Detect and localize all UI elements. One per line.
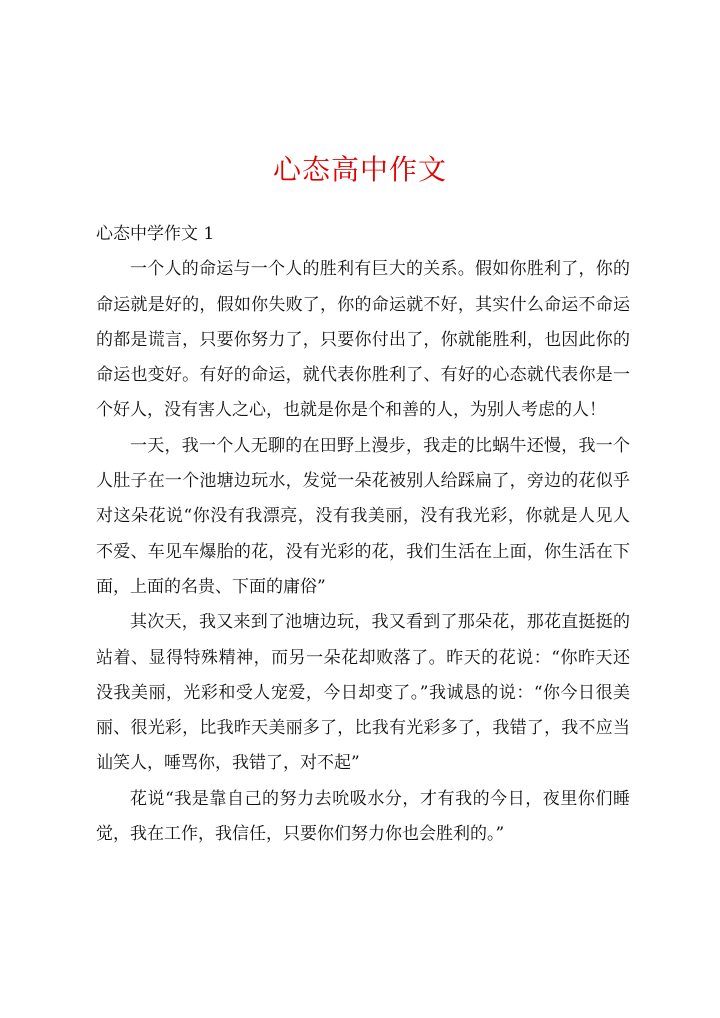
document-body [96,217,630,852]
paragraph-2: 一天，我一个人无聊的在田野上漫步，我走的比蜗牛还慢，我一个人肚子在一个池塘边玩水，发觉一朵花被别人给踩扁了，旁边的花似乎对这朵花说“你没有我漂亮，没有我美丽，没有我光彩，你就是人见人不爱、车见车爆胎的花，没有光彩的花，我们生活在上面，你生活在下面，上面的名贵、下面的庸俗” [96,435,630,597]
paragraph-4: 花说“我是靠自己的努力去吮吸水分，才有我的今日，夜里你们睡觉，我在工作，我信任，只要你们努力你也会胜利的。” [96,788,630,845]
paragraph-1: 一个人的命运与一个人的胜利有巨大的关系。假如你胜利了，你的命运就是好的，假如你失败了，你的命运就不好，其实什么命运不命运的都是谎言，只要你努力了，只要你付出了，你就能胜利，也因此你的命运也变好。有好的命运，就代表你胜利了、有好的心态就代表你是一个好人，没有害人之心，也就是你是个和善的人，为别人考虑的人！ [96,259,630,421]
section-heading: 心态中学作文 1 [96,224,215,244]
paragraph-3: 其次天，我又来到了池塘边玩，我又看到了那朵花，那花直挺挺的站着、显得特殊精神，而另一朵花却败落了。昨天的花说：“你昨天还没我美丽，光彩和受人宠爱，今日却变了。”我诚恳的说：“你今日很美丽、很光彩，比我昨天美丽多了，比我有光彩多了，我错了，我不应当讪笑人，唾骂你，我错了，对不起” [96,612,630,774]
document-title: 心态高中作文 [272,153,447,186]
